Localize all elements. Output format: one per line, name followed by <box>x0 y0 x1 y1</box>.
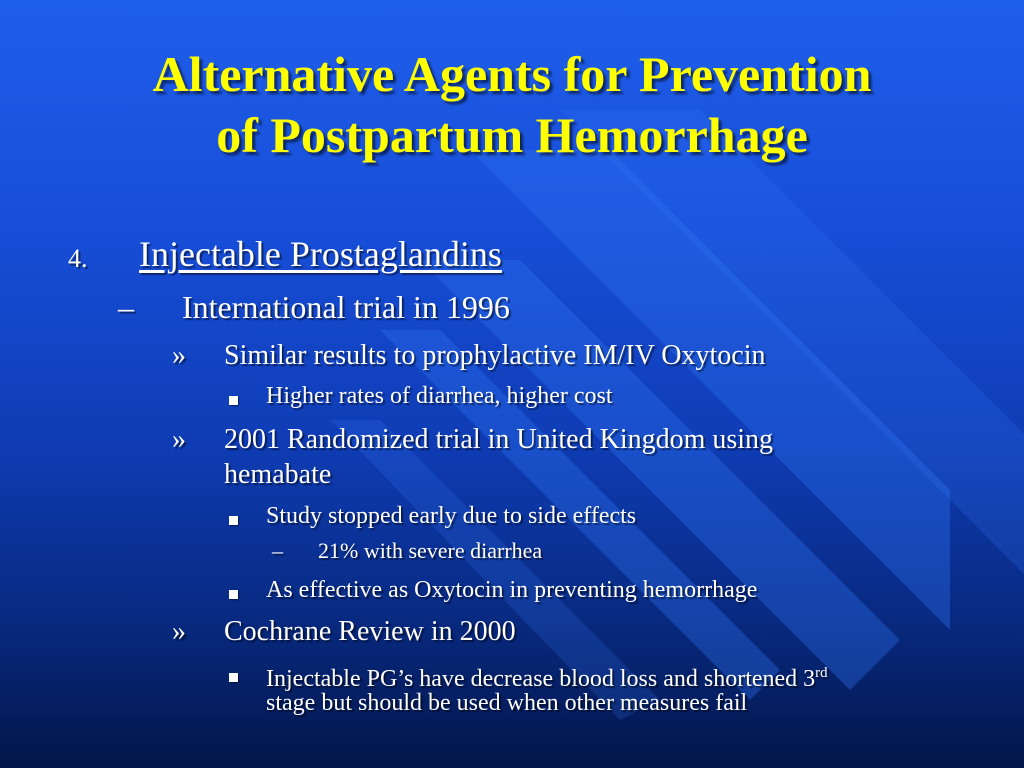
bullet-injectable-pg-line-2: stage but should be used when other measures fail <box>266 690 748 716</box>
ordinal-superscript: rd <box>815 665 828 681</box>
bullet-as-effective: As effective as Oxytocin in preventing hemorrhage <box>266 577 758 603</box>
slide-title-line-1: Alternative Agents for Prevention <box>152 46 872 102</box>
heading-injectable-prostaglandins: Injectable Prostaglandins <box>139 234 502 274</box>
dash-marker: – <box>118 289 134 325</box>
bullet-injectable-pg-text: Injectable PG’s have decrease blood loss and shortened 3 <box>266 665 816 692</box>
numbered-marker: 4. <box>68 244 88 273</box>
guillemet-marker: » <box>172 424 186 455</box>
bullet-similar-results: Similar results to prophylactive IM/IV Oxytocin <box>224 340 766 371</box>
dash-marker: – <box>272 538 283 563</box>
bullet-severe-diarrhea: 21% with severe diarrhea <box>318 538 543 563</box>
guillemet-marker: » <box>172 340 186 371</box>
slide-title-line-2: of Postpartum Hemorrhage <box>216 107 808 163</box>
square-bullet-icon <box>229 512 238 530</box>
bullet-international-trial: International trial in 1996 <box>182 289 510 325</box>
bullet-injectable-pg-line-1 <box>266 659 828 693</box>
square-bullet-icon <box>229 586 238 604</box>
bullet-uk-trial-line-1: 2001 Randomized trial in United Kingdom using <box>224 424 774 455</box>
square-bullet-icon <box>229 392 238 410</box>
bullet-cochrane-review: Cochrane Review in 2000 <box>224 616 516 647</box>
bullet-study-stopped-early: Study stopped early due to side effects <box>266 503 637 529</box>
square-bullet-icon <box>229 669 238 687</box>
bullet-uk-trial-line-2: hemabate <box>224 459 332 490</box>
bullet-higher-rates: Higher rates of diarrhea, higher cost <box>266 383 613 409</box>
guillemet-marker: » <box>172 616 186 647</box>
